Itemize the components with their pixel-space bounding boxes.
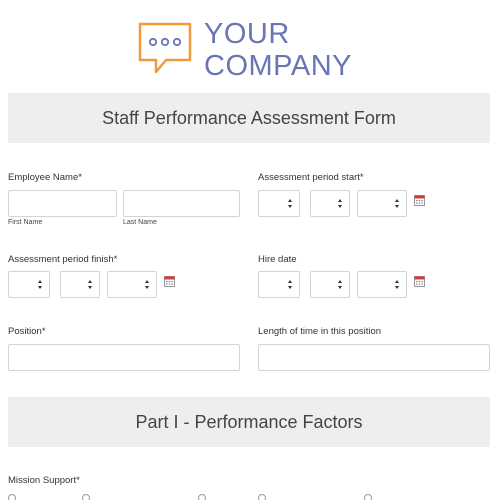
hire-month-select[interactable] bbox=[258, 271, 300, 298]
mission-support-radio[interactable] bbox=[82, 494, 90, 500]
select-arrows-icon bbox=[338, 280, 343, 290]
mission-support-options bbox=[8, 494, 498, 500]
chat-bubble-icon bbox=[136, 20, 194, 78]
last-name-sublabel: Last Name bbox=[123, 219, 157, 226]
hire-year-select[interactable] bbox=[357, 271, 407, 298]
select-arrows-icon bbox=[338, 199, 343, 209]
mission-support-radio[interactable] bbox=[8, 494, 16, 500]
form-title-header bbox=[8, 93, 490, 143]
position-input[interactable] bbox=[8, 344, 240, 371]
part1-title: Part I - Performance Factors bbox=[135, 411, 363, 432]
select-arrows-icon bbox=[145, 280, 150, 290]
select-arrows-icon bbox=[288, 199, 293, 209]
mission-support-radio[interactable] bbox=[258, 494, 266, 500]
start-year-select[interactable] bbox=[357, 190, 407, 217]
select-arrows-icon bbox=[38, 280, 43, 290]
first-name-sublabel: First Name bbox=[8, 219, 43, 226]
first-name-input[interactable] bbox=[8, 190, 117, 217]
calendar-icon[interactable] bbox=[164, 276, 175, 287]
assessment-start-label: Assessment period start* bbox=[258, 172, 364, 183]
mission-support-radio[interactable] bbox=[198, 494, 206, 500]
hire-day-select[interactable] bbox=[310, 271, 350, 298]
mission-support-radio[interactable] bbox=[364, 494, 372, 500]
select-arrows-icon bbox=[395, 199, 400, 209]
part1-header bbox=[8, 397, 490, 447]
assessment-finish-label: Assessment period finish* bbox=[8, 254, 118, 265]
finish-year-select[interactable] bbox=[107, 271, 157, 298]
start-day-select[interactable] bbox=[310, 190, 350, 217]
logo-line-1: YOUR bbox=[204, 18, 290, 50]
logo-line-2: COMPANY bbox=[204, 50, 352, 82]
select-arrows-icon bbox=[88, 280, 93, 290]
logo-text bbox=[204, 18, 352, 82]
last-name-input[interactable] bbox=[123, 190, 240, 217]
time-in-position-label: Length of time in this position bbox=[258, 326, 382, 337]
select-arrows-icon bbox=[288, 280, 293, 290]
start-month-select[interactable] bbox=[258, 190, 300, 217]
time-in-position-input[interactable] bbox=[258, 344, 490, 371]
finish-day-select[interactable] bbox=[60, 271, 100, 298]
select-arrows-icon bbox=[395, 280, 400, 290]
employee-name-label: Employee Name* bbox=[8, 172, 82, 183]
calendar-icon[interactable] bbox=[414, 195, 425, 206]
finish-month-select[interactable] bbox=[8, 271, 50, 298]
hire-date-label: Hire date bbox=[258, 254, 297, 265]
mission-support-label: Mission Support* bbox=[8, 475, 80, 486]
company-logo bbox=[136, 18, 376, 82]
calendar-icon[interactable] bbox=[414, 276, 425, 287]
form-title: Staff Performance Assessment Form bbox=[102, 107, 396, 128]
position-label: Position* bbox=[8, 326, 46, 337]
